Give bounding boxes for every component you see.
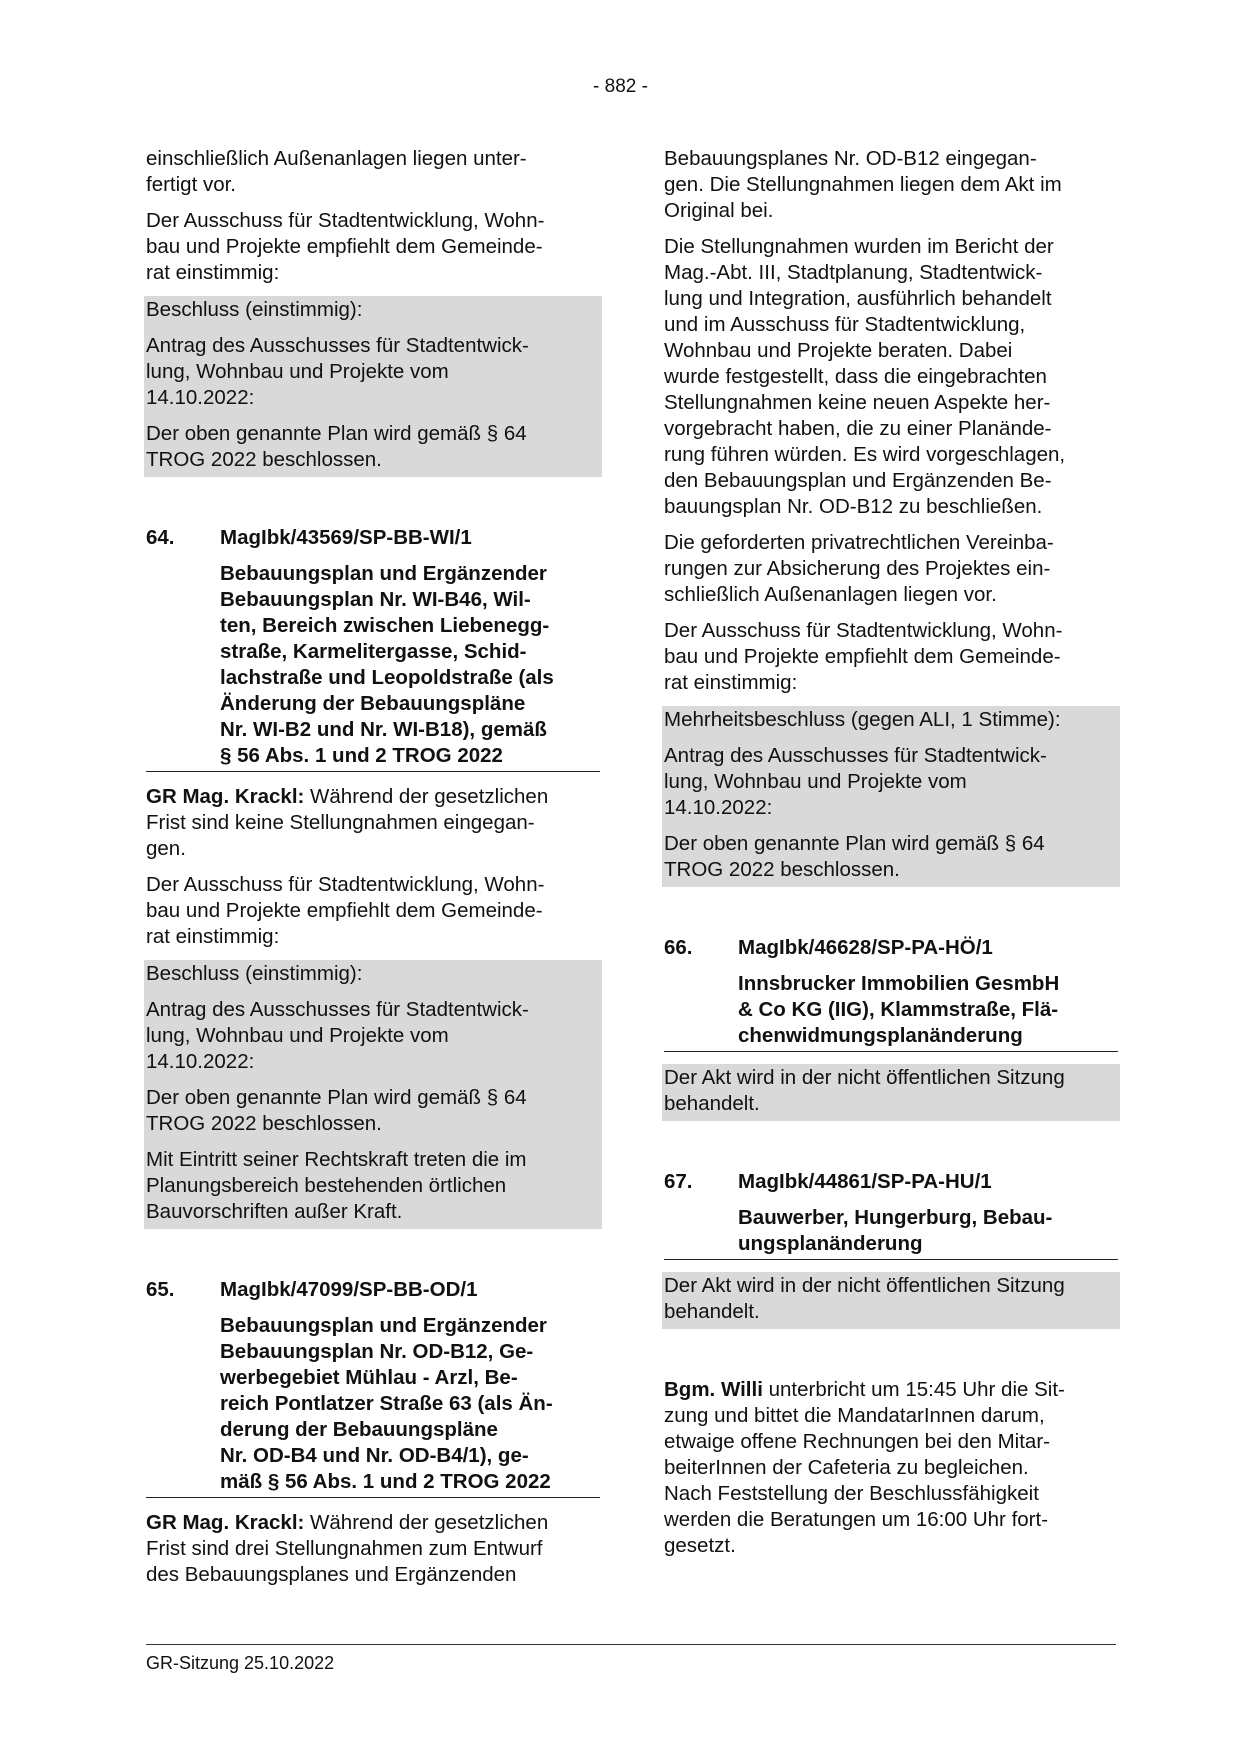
committee-text: Der Ausschuss für Stadtentwicklung, Wohn- bau und Projekte empfiehlt dem Gemeinde- rat einstimmig: (146, 873, 545, 948)
item-reference: MagIbk/44861/SP-PA-HU/1 (738, 1170, 992, 1193)
speaker-name: Bgm. Willi (664, 1378, 763, 1401)
item-heading (664, 1169, 1118, 1195)
resolution-label: Beschluss (einstimmig): (146, 962, 363, 985)
intro-text: einschließlich Außenanlagen liegen unter- fertigt vor. (146, 147, 527, 196)
agenda-item-64 (146, 525, 600, 1229)
agenda-item-66 (664, 935, 1118, 1121)
right-column (664, 146, 1118, 1569)
resolution-box (144, 960, 602, 1229)
extra-text: Mit Eintritt seiner Rechtskraft treten die im Planungsbereich bestehenden örtlichen Bauvorschriften außer Kraft. (146, 1148, 527, 1223)
statement-text: Während der gesetzlichen Frist sind keine Stellungnahmen eingegan- gen. (146, 785, 549, 860)
agenda-item-65 (146, 1277, 600, 1588)
footer-text: GR-Sitzung 25.10.2022 (146, 1653, 335, 1673)
resolution-label: Beschluss (einstimmig): (146, 298, 363, 321)
page-number: - 882 - (593, 76, 648, 97)
note-text: Der Akt wird in der nicht öffentlichen Sitzung behandelt. (664, 1274, 1065, 1323)
resolution-box (144, 296, 602, 477)
footer-divider (146, 1644, 1116, 1645)
item-reference: MagIbk/47099/SP-BB-OD/1 (220, 1278, 478, 1301)
item-title: Innsbrucker Immobilien GesmbH & Co KG (IIG), Klammstraße, Flä- chenwidmungsplanänderung (664, 971, 1118, 1052)
item-heading (664, 935, 1118, 961)
note-box (662, 1272, 1120, 1329)
decision-text: Der oben genannte Plan wird gemäß § 64 TROG 2022 beschlossen. (664, 832, 1045, 881)
continuation-text: Bebauungsplanes Nr. OD-B12 eingegan- gen. Die Stellungnahmen liegen dem Akt im Original bei. (664, 147, 1062, 222)
committee-text: Der Ausschuss für Stadtentwicklung, Wohn- bau und Projekte empfiehlt dem Gemeinde- rat einstimmig: (146, 209, 545, 284)
speaker-statement (146, 784, 600, 862)
closing-statement (664, 1377, 1118, 1559)
speaker-statement (146, 1510, 600, 1588)
item-number: 66. (664, 936, 693, 959)
note-box (662, 1064, 1120, 1121)
decision-text: Der oben genannte Plan wird gemäß § 64 TROG 2022 beschlossen. (146, 422, 527, 471)
left-column (146, 146, 600, 1598)
speaker-name: GR Mag. Krackl: (146, 1511, 305, 1534)
motion-text: Antrag des Ausschusses für Stadtentwick- lung, Wohnbau und Projekte vom 14.10.2022: (146, 998, 529, 1073)
note-text: Der Akt wird in der nicht öffentlichen Sitzung behandelt. (664, 1066, 1065, 1115)
item-number: 67. (664, 1170, 693, 1193)
decision-text: Der oben genannte Plan wird gemäß § 64 TROG 2022 beschlossen. (146, 1086, 527, 1135)
agenda-item-67 (664, 1169, 1118, 1329)
resolution-label: Mehrheitsbeschluss (gegen ALI, 1 Stimme): (664, 708, 1061, 731)
item-reference: MagIbk/46628/SP-PA-HÖ/1 (738, 936, 993, 959)
item-heading (146, 1277, 600, 1303)
committee-text: Der Ausschuss für Stadtentwicklung, Wohn- bau und Projekte empfiehlt dem Gemeinde- rat einstimmig: (664, 619, 1063, 694)
item-number: 64. (146, 526, 175, 549)
motion-text: Antrag des Ausschusses für Stadtentwick- lung, Wohnbau und Projekte vom 14.10.2022: (664, 744, 1047, 819)
closing-text: unterbricht um 15:45 Uhr die Sit- zung und bittet die MandatarInnen darum, etwaige offene Rechnungen bei den Mitar- beiterInnen der Cafeteria zu begleichen. Nach Feststellung der Beschlussfähigkeit werden die Beratungen um 16:00 Uhr fort- gesetzt. (664, 1378, 1065, 1557)
motion-text: Antrag des Ausschusses für Stadtentwick- lung, Wohnbau und Projekte vom 14.10.2022: (146, 334, 529, 409)
statement-text: Während der gesetzlichen Frist sind drei Stellungnahmen zum Entwurf des Bebauungsplanes und Ergänzenden (146, 1511, 549, 1586)
item-title: Bebauungsplan und Ergänzender Bebauungsplan Nr. WI-B46, Wil- ten, Bereich zwischen Liebenegg- straße, Karmelitergasse, Schid- lachstraße und Leopoldstraße (als Änderung der Bebauungspläne Nr. WI-B2 und Nr. WI-B18), gemäß § 56 Abs. 1 und 2 TROG 2022 (146, 561, 600, 772)
item-number: 65. (146, 1278, 175, 1301)
agreements-text: Die geforderten privatrechtlichen Vereinba- rungen zur Absicherung des Projektes ein- schließlich Außenanlagen liegen vor. (664, 531, 1054, 606)
report-text: Die Stellungnahmen wurden im Bericht der Mag.-Abt. III, Stadtplanung, Stadtentwick- lung und Integration, ausführlich behandelt und im Ausschuss für Stadtentwicklung, Wohnbau und Projekte beraten. Dabei wurde festgestellt, dass die eingebrachten Stellungnahmen keine neuen Aspekte her- vorgebracht haben, die zu einer Planände- rung führen würden. Es wird vorgeschlagen, den Bebauungsplan und Ergänzenden Be- bauungsplan Nr. OD-B12 zu beschließen. (664, 235, 1066, 518)
resolution-box (662, 706, 1120, 887)
item-title: Bauwerber, Hungerburg, Bebau- ungsplanänderung (664, 1205, 1118, 1260)
item-title: Bebauungsplan und Ergänzender Bebauungsplan Nr. OD-B12, Ge- werbegebiet Mühlau - Arzl, Be- reich Pontlatzer Straße 63 (als Än- derung der Bebauungspläne Nr. OD-B4 und Nr. OD-B4/1), ge- mäß § 56 Abs. 1 und 2 TROG 2022 (146, 1313, 600, 1498)
item-heading (146, 525, 600, 551)
speaker-name: GR Mag. Krackl: (146, 785, 305, 808)
item-reference: MagIbk/43569/SP-BB-WI/1 (220, 526, 472, 549)
